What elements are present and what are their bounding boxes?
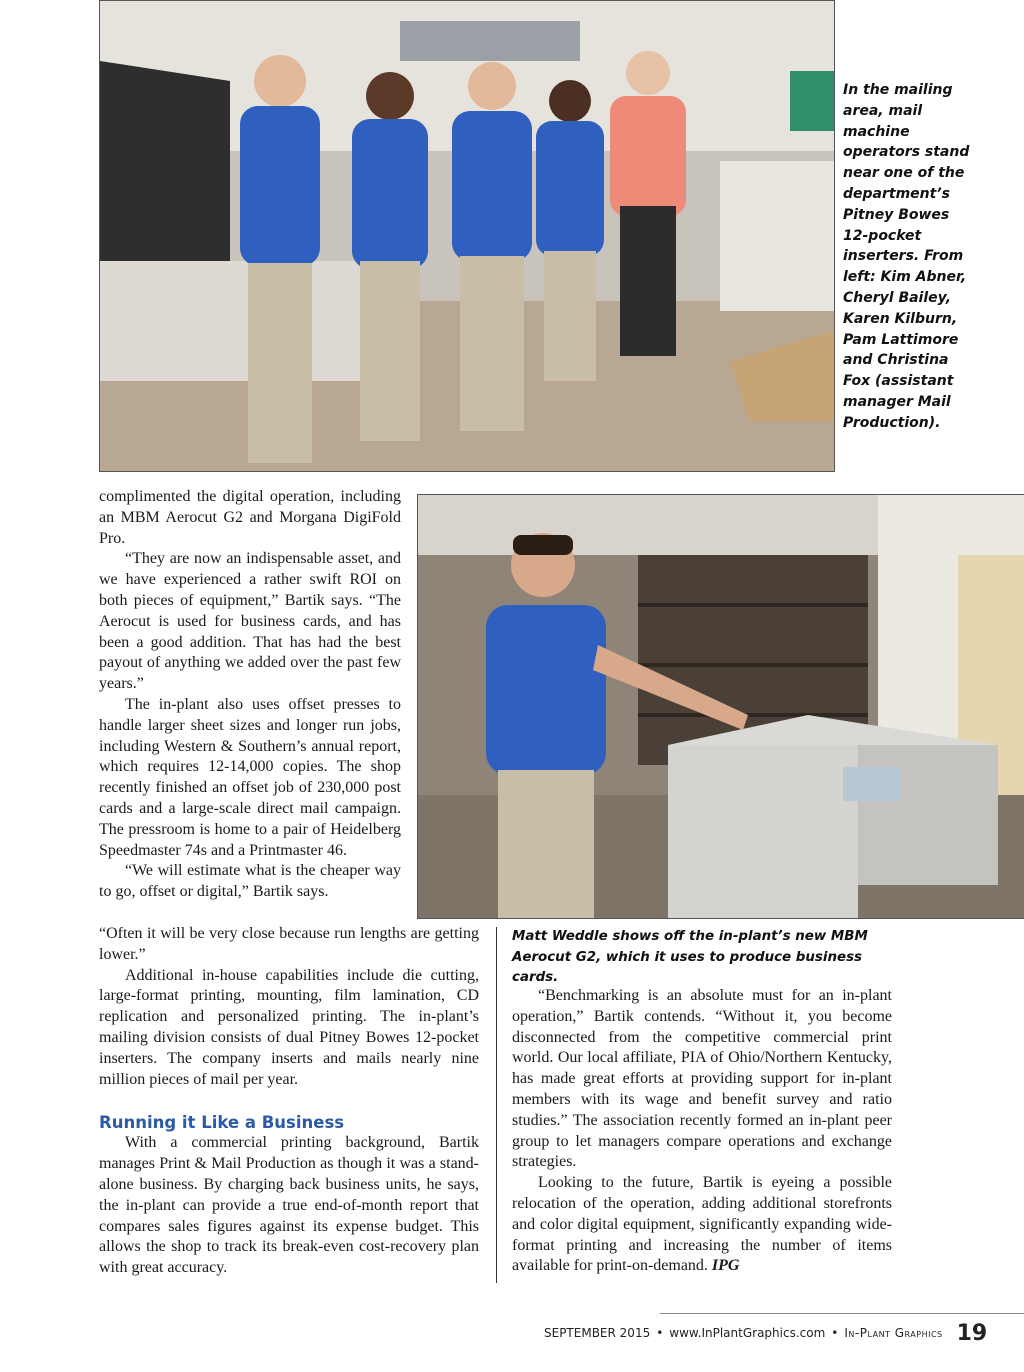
- footer-bullet: •: [656, 1326, 664, 1340]
- article-paragraph: With a commercial printing background, Bartik manages Print & Mail Production as though it was a stand-alone business. By charging back business units, he says, the in-plant can provide a true end-of-month report that compares sales figures against its expense budget. This allows the shop to track its break-even cost-recovery plan with great accuracy.: [99, 1134, 479, 1277]
- article-paragraph: “We will estimate what is the cheaper way to go, offset or digital,” Bartik says.: [99, 862, 401, 901]
- article-right-column: [512, 986, 892, 1277]
- footer-rule: [660, 1313, 1024, 1314]
- article-left-column-top: [99, 487, 401, 903]
- mailing-area-illustration: [100, 1, 834, 471]
- column-divider: [496, 927, 497, 1283]
- footer-bullet: •: [831, 1326, 839, 1340]
- person-figure-1: [240, 55, 320, 463]
- article-paragraph: “They are now an indispensable asset, and we have experienced a rather swift ROI on both pieces of equipment,” Bartik says. “The Aerocut is used for business cards, and has been a good addition. That has had the best payout of anything we added over the past few years.”: [99, 550, 401, 693]
- aerocut-photo: [417, 494, 1024, 919]
- article-paragraph: [512, 1173, 892, 1277]
- page-footer: [544, 1318, 994, 1348]
- article-paragraph: The in-plant also uses offset presses to handle larger sheet sizes and longer run jobs, including Western & Southern’s annual report, which requires 12-14,000 copies. The shop recently finished an offset job of 230,000 post cards and a large-scale direct mail campaign. The pressroom is home to a pair of Heidelberg Speedmaster 74s and a Printmaster 46.: [99, 695, 401, 859]
- article-paragraph: “Benchmarking is an absolute must for an in-plant operation,” Bartik contends. “Without it, you become disconnected from the competitive commercial print world. Our local affiliate, PIA of Ohio/Northern Kentucky, has made great efforts at providing support for in-plant members with its wage and benefit survey and ratio studies.” The association recently formed an in-plant peer group to let managers compare operations and exchange strategies.: [512, 987, 892, 1171]
- person-figure-5: [610, 51, 686, 356]
- page-number: 19: [956, 1320, 988, 1346]
- person-figure-4: [536, 80, 604, 381]
- aerocut-photo-caption: Matt Weddle shows off the in-plant’s new MBM Aerocut G2, which it uses to produce business cards.: [512, 929, 868, 985]
- person-figure-2: [352, 72, 428, 441]
- end-signature: IPG: [711, 1257, 740, 1275]
- article-left-column-bottom: [99, 924, 479, 1279]
- person-figure-3: [452, 62, 532, 431]
- issue-date: SEPTEMBER 2015: [544, 1326, 651, 1340]
- section-subhead: Running it Like a Business: [99, 1113, 345, 1133]
- mailing-area-photo: [99, 0, 835, 472]
- article-paragraph: “Often it will be very close because run lengths are getting lower.”: [99, 925, 479, 963]
- mailing-photo-caption: In the mailing area, mail machine operators stand near one of the department’s Pitney Bowes 12-pocket inserters. From left: Kim Abner, Cheryl Bailey, Karen Kilburn, Pam Lattimore and Christina Fox (assistant manager Mail Production).: [843, 82, 970, 431]
- publication-title: In-Plant Graphics: [844, 1326, 943, 1340]
- article-paragraph: Additional in-house capabilities include die cutting, large-format printing, mounting, film lamination, CD replication and personalized printing. The in-plant’s mailing division consists of dual Pitney Bowes 12-pocket inserters. The company inserts and mails nearly nine million pieces of mail per year.: [99, 966, 479, 1088]
- website-link[interactable]: www.InPlantGraphics.com: [669, 1326, 826, 1340]
- article-paragraph-text: Looking to the future, Bartik is eyeing a possible relocation of the operation, adding additional storefronts and color digital equipment, significantly expanding wide-format printing and increasing the number of items available for print-on-demand.: [512, 1174, 892, 1275]
- aerocut-illustration: [418, 495, 1024, 918]
- article-paragraph: complimented the digital operation, including an MBM Aerocut G2 and Morgana DigiFold Pro.: [99, 488, 401, 547]
